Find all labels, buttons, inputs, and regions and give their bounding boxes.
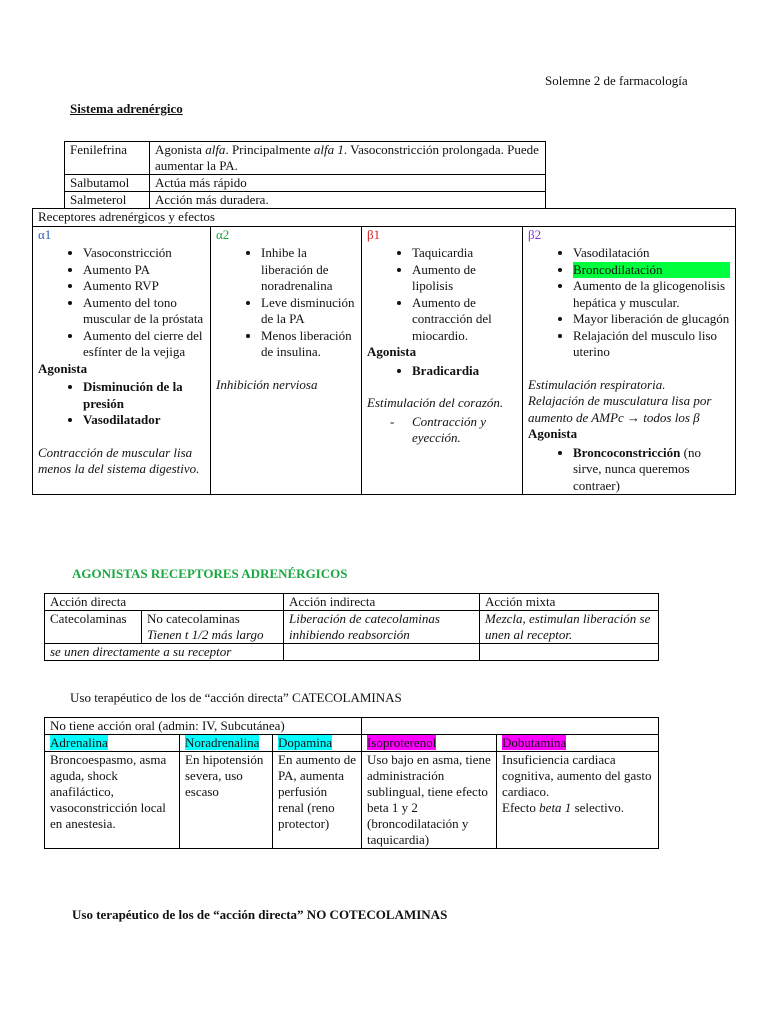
list-item: • Broncoconstricción (no sirve, nunca queremos contraer) xyxy=(573,445,730,495)
column-header: Acción directa xyxy=(45,594,284,611)
list-item: • Leve disminución de la PA xyxy=(261,295,356,328)
table-cell: En aumento de PA, aumenta perfusión renal (reno protector) xyxy=(273,752,362,849)
table-cell: se unen directamente a su receptor xyxy=(45,644,284,661)
table-row xyxy=(45,718,659,735)
list-item: • Vasodilatación xyxy=(573,245,730,262)
table-cell: No tiene acción oral (admin: IV, Subcutánea) xyxy=(45,718,362,735)
receptor-a2-cell xyxy=(211,226,362,495)
table-cell xyxy=(480,644,659,661)
agonist-heading: Agonista xyxy=(367,344,417,359)
drugs-table xyxy=(64,141,546,209)
table-cell: En hipotensión severa, uso escaso xyxy=(180,752,273,849)
drug-header: Isoproterenol xyxy=(362,735,497,752)
list-item: • Aumento del cierre del esfínter de la vejiga xyxy=(83,328,205,361)
drug-description: Agonista alfa. Principalmente alfa 1. Vasoconstricción prolongada. Puede aumentar la PA. xyxy=(150,142,546,175)
table-cell: Mezcla, estimulan liberación se unen al receptor. xyxy=(480,611,659,644)
receptor-label: α1 xyxy=(38,226,52,242)
table-cell: Uso bajo en asma, tiene administración sublingual, tiene efecto beta 1 y 2 (broncodilatación y taquicardia) xyxy=(362,752,497,849)
table-cell: Catecolaminas xyxy=(45,611,142,644)
table-row xyxy=(45,735,659,752)
drug-header: Adrenalina xyxy=(45,735,180,752)
drug-header: Dopamina xyxy=(273,735,362,752)
table-row xyxy=(65,175,546,192)
agonists-table xyxy=(44,593,659,661)
table-row xyxy=(45,752,659,849)
list-item: • Aumento de lipolisis xyxy=(412,262,517,295)
list-item: • Vasodilatador xyxy=(83,412,205,429)
table-row xyxy=(65,192,546,209)
receptor-note: Relajación de musculatura lisa por aumento de AMPc → todos los β xyxy=(528,393,712,425)
table-row xyxy=(33,226,736,495)
receptor-label: α2 xyxy=(216,226,230,242)
list-item: • Aumento de contracción del miocardio. xyxy=(412,295,517,345)
receptor-a1-cell xyxy=(33,226,211,495)
list-item: • Aumento del tono muscular de la próstata xyxy=(83,295,205,328)
section-title: Uso terapéutico de los de “acción directa” NO COTECOLAMINAS xyxy=(72,907,448,922)
table-row xyxy=(45,594,659,611)
drug-header: Noradrenalina xyxy=(180,735,273,752)
list-item: • Relajación del musculo liso uterino xyxy=(573,328,730,361)
list-item: • Inhibe la liberación de noradrenalina xyxy=(261,245,356,295)
section-title: Uso terapéutico de los de “acción directa” CATECOLAMINAS xyxy=(70,690,402,705)
drug-name: Fenilefrina xyxy=(65,142,150,175)
list-item: • Aumento PA xyxy=(83,262,205,279)
table-row xyxy=(45,611,659,644)
table-row xyxy=(45,644,659,661)
page-title: Sistema adrenérgico xyxy=(70,101,183,116)
table-cell xyxy=(362,718,659,735)
agonist-heading: Agonista xyxy=(528,426,578,441)
receptor-b1-cell xyxy=(362,226,523,495)
list-item: • Menos liberación de insulina. xyxy=(261,328,356,361)
table-cell: No catecolaminas Tienen t 1/2 más largo xyxy=(142,611,284,644)
receptor-note: Contracción de muscular lisa menos la del sistema digestivo. xyxy=(38,444,200,476)
drug-description: Actúa más rápido xyxy=(150,175,546,192)
table-cell: Insuficiencia cardiaca cognitiva, aumento del gasto cardiaco. Efecto beta 1 selectivo. xyxy=(497,752,659,849)
column-header: Acción indirecta xyxy=(284,594,480,611)
arrow-icon: → xyxy=(627,409,641,425)
receptor-note: Inhibición nerviosa xyxy=(216,376,318,392)
agonist-heading: Agonista xyxy=(38,360,88,376)
table-cell xyxy=(284,644,480,661)
list-item: • Taquicardia xyxy=(412,245,517,262)
receptor-note: Estimulación respiratoria. xyxy=(528,376,666,392)
receptors-table xyxy=(32,208,736,495)
list-item-highlighted: • Broncodilatación xyxy=(573,262,730,279)
table-cell: Broncoespasmo, asma aguda, shock anafiláctico, vasoconstricción local en anestesia. xyxy=(45,752,180,849)
document-header-right: Solemne 2 de farmacología xyxy=(545,73,688,88)
list-item: • Vasoconstricción xyxy=(83,245,205,262)
list-item: • Bradicardia xyxy=(412,363,517,380)
list-item: - Contracción y eyección. xyxy=(412,414,517,447)
column-header: Acción mixta xyxy=(480,594,659,611)
table-cell: Liberación de catecolaminas inhibiendo reabsorción xyxy=(284,611,480,644)
section-title: AGONISTAS RECEPTORES ADRENÉRGICOS xyxy=(72,566,348,581)
uses-table xyxy=(44,717,659,849)
drug-description: Acción más duradera. xyxy=(150,192,546,209)
list-item: • Disminución de la presión xyxy=(83,379,205,412)
receptors-title: Receptores adrenérgicos y efectos xyxy=(33,209,736,227)
receptor-b2-cell xyxy=(523,226,736,495)
receptor-note: Estimulación del corazón. xyxy=(367,395,504,410)
table-row xyxy=(65,142,546,175)
list-item: • Mayor liberación de glucagón xyxy=(573,311,730,328)
list-item: • Aumento RVP xyxy=(83,278,205,295)
drug-header: Dobutamina xyxy=(497,735,659,752)
list-item: • Aumento de la glicogenolisis hepática y muscular. xyxy=(573,278,730,311)
receptor-label: β1 xyxy=(367,226,381,242)
drug-name: Salbutamol xyxy=(65,175,150,192)
receptor-label: β2 xyxy=(528,226,542,242)
drug-name: Salmeterol xyxy=(65,192,150,209)
